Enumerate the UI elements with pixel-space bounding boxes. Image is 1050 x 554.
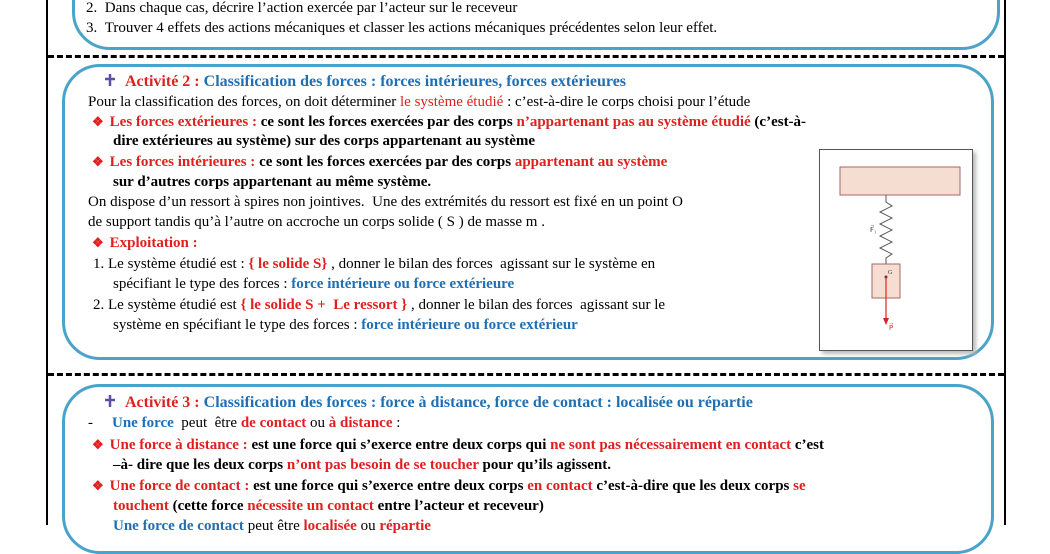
question-2-cont [113, 316, 578, 334]
intro-highlight: à distance [328, 415, 393, 431]
cutoff-text: peut être [243, 518, 304, 534]
page-border-left [46, 0, 48, 525]
star-bullet-icon: ❖ [92, 114, 104, 129]
question-answer-hint: force intérieure ou force extérieure [291, 276, 515, 292]
question-highlight: { le solide S} [248, 256, 328, 272]
question-text: système en spécifiant le type des forces : [113, 317, 362, 333]
spring-diagram [820, 150, 972, 350]
definition-highlight: n’appartenant pas au système étudié [516, 114, 751, 130]
question-answer-hint: force intérieure ou force extérieur [361, 317, 578, 333]
intro-text: peut être [173, 415, 241, 431]
page-border-right [1004, 0, 1006, 525]
activity-2-intro [88, 93, 750, 111]
cutoff-highlight: Une force de contact [113, 518, 244, 534]
definition-highlight: n’ont pas besoin de se toucher [286, 457, 479, 473]
intro-text: Pour la classification des forces, on doit déterminer [88, 94, 400, 110]
definition-text: ce sont les forces exercées par des corps [255, 154, 515, 170]
internal-forces-definition-cont: sur d’autres corps appartenant au même système. [113, 174, 432, 190]
definition-label: Une force de contact : [109, 478, 250, 494]
distance-force-definition-cont [113, 456, 611, 474]
setup-description: On dispose d’un ressort à spires non jointives. Une des extrémités du ressort est fixé en un point O [88, 194, 683, 210]
intro-text: : [392, 415, 401, 431]
contact-force-definition-cont [113, 497, 544, 515]
definition-text: entre l’acteur et receveur) [373, 498, 544, 514]
activity-3-title: Classification des forces : force à distance, force de contact : localisée ou répartie [203, 394, 753, 411]
activity-3-label: Activité 3 : [125, 394, 204, 411]
definition-text: (c’est-à- [750, 114, 807, 130]
definition-text: c’est [791, 437, 825, 453]
pin-icon [103, 73, 117, 87]
section-separator [48, 373, 1004, 376]
definition-highlight: touchent [113, 498, 169, 514]
section-separator [48, 55, 1004, 58]
intro-text: ou [306, 415, 329, 431]
activity-2-label: Activité 2 : [125, 73, 204, 90]
question-text: , donner le bilan des forces agissant sur le système en [327, 256, 656, 272]
distance-force-definition [92, 436, 824, 454]
external-forces-definition [92, 113, 806, 131]
definition-text: est une force qui s’exerce entre deux corps qui [247, 437, 551, 453]
question-1 [93, 255, 655, 273]
activity-3-heading [103, 393, 753, 412]
definition-label: Les forces extérieures : [109, 114, 257, 130]
star-bullet-icon: ❖ [92, 437, 104, 452]
internal-forces-definition [92, 153, 667, 171]
definition-label: Les forces intérieures : [109, 154, 256, 170]
activity-2-heading [103, 72, 626, 91]
question-text: 1. Le système étudié est : [93, 256, 249, 272]
center-of-mass-label: G [888, 270, 893, 276]
star-bullet-icon: ❖ [92, 235, 104, 250]
intro-highlight: le système étudié [400, 94, 504, 110]
question-text: spécifiant le type des forces : [113, 276, 292, 292]
activity-2-title: Classification des forces : forces intérieures, forces extérieures [203, 73, 627, 90]
definition-highlight: ne sont pas nécessairement en contact [550, 437, 792, 453]
force-types-intro [88, 414, 400, 432]
activity-1-item-2: 2. Dans chaque cas, décrire l’action exercée par l’acteur sur le receveur [86, 0, 518, 16]
definition-text: ce sont les forces exercées par des corps [256, 114, 517, 130]
exploitation-heading [92, 234, 198, 252]
contact-force-definition [92, 477, 806, 495]
spring-force-label: F⃗₁ [870, 226, 877, 234]
intro-text: : c’est-à-dire le corps choisi pour l’étude [503, 94, 751, 110]
definition-text: est une force qui s’exerce entre deux corps [249, 478, 528, 494]
definition-highlight: en contact [527, 478, 593, 494]
contact-force-types-cutoff [113, 517, 431, 535]
definition-text: pour qu’ils agissent. [478, 457, 612, 473]
question-1-cont [113, 275, 514, 293]
definition-highlight: se [793, 478, 806, 494]
intro-highlight: de contact [240, 415, 307, 431]
definition-text: (cette force [168, 498, 248, 514]
dash-bullet: - [88, 415, 93, 431]
cutoff-text: ou [356, 518, 380, 534]
star-bullet-icon: ❖ [92, 478, 104, 493]
question-text: , donner le bilan des forces agissant sur le [407, 297, 666, 313]
question-text: 2. Le système étudié est [93, 297, 241, 313]
definition-label: Une force à distance : [109, 437, 248, 453]
star-bullet-icon: ❖ [92, 154, 104, 169]
cutoff-highlight: répartie [379, 518, 431, 534]
intro-highlight: Une force [112, 415, 174, 431]
question-2 [93, 296, 665, 314]
exploitation-label: Exploitation : [109, 235, 198, 251]
spring-figure [819, 149, 973, 351]
definition-highlight: appartenant au système [514, 154, 668, 170]
external-forces-definition-cont: dire extérieures au système) sur des corps appartenant au système [113, 133, 536, 149]
activity-1-item-3: 3. Trouver 4 effets des actions mécaniques et classer les actions mécaniques précédentes selon leur effet. [86, 20, 718, 36]
weight-label: P⃗ [889, 324, 894, 332]
cutoff-highlight: localisée [303, 518, 357, 534]
definition-highlight: nécessite un contact [247, 498, 374, 514]
definition-text: c’est-à-dire que les deux corps [592, 478, 794, 494]
pin-icon [103, 394, 117, 408]
setup-description-cont: de support tandis qu’à l’autre on accroche un corps solide ( S ) de masse m . [88, 214, 545, 230]
question-highlight: { le solide S + Le ressort } [240, 297, 408, 313]
definition-text: –à- dire que les deux corps [113, 457, 287, 473]
